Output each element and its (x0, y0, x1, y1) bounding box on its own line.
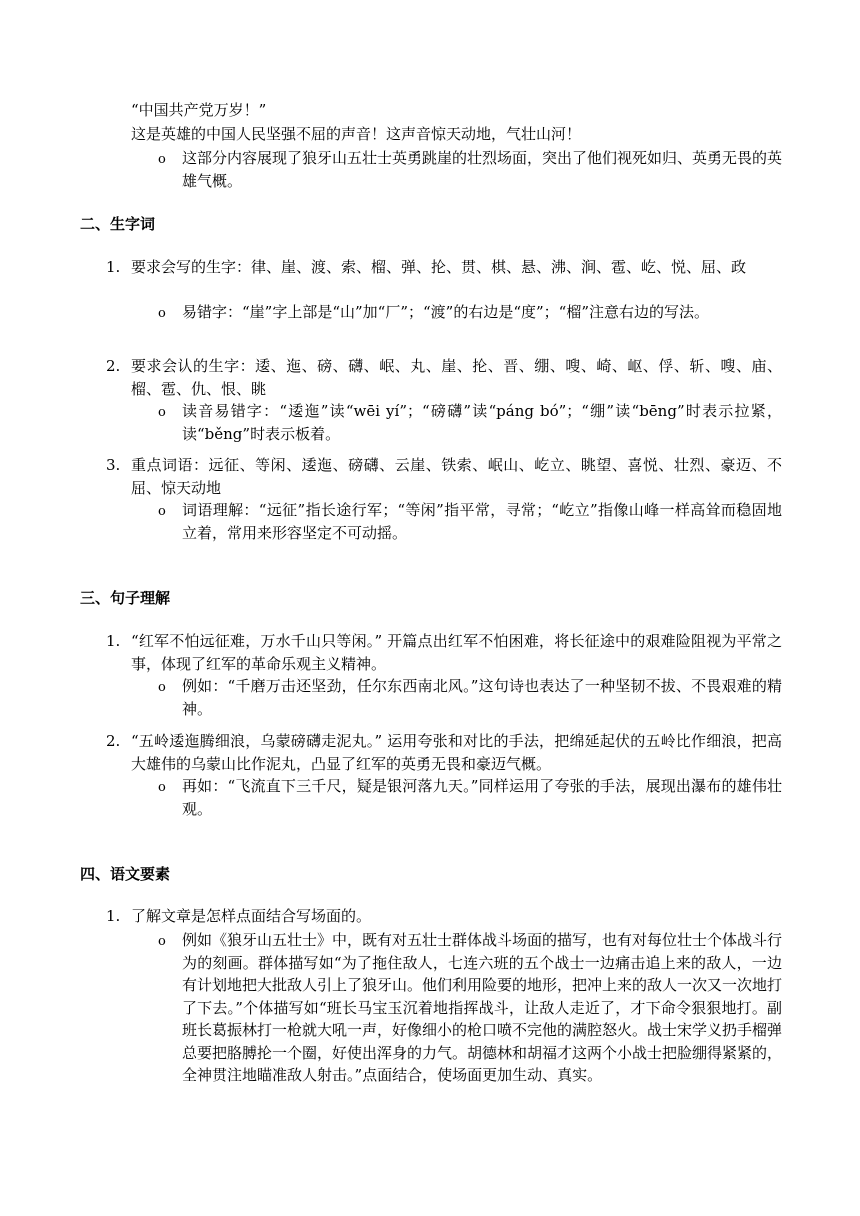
item-sub: 例如《狼牙山五壮士》中，既有对五壮士群体战斗场面的描写，也有对每位壮士个体战斗行为的刻画。群体描写如“为了拖住敌人，七连六班的五个战士一边痛击追上来的敌人，一边有计划地把大批敌人引上了狼牙山。他们利用险要的地形，把冲上来的敌人一次又一次地打了下去。”个体描写如“班长马宝玉沉着地指挥战斗，让敌人走近了，才下命令狠狠地打。副班长葛振林打一枪就大吼一声，好像细小的枪口喷不完他的满腔怒火。战士宋学义扔手榴弹总要把胳膊抡一个圈，好使出浑身的力气。胡德林和胡福才这两个小战士把脸绷得紧紧的，全神贯注地瞄准敌人射击。”点面结合，使场面更加生动、真实。 (182, 931, 783, 1084)
intro-note: 这部分内容展现了狼牙山五壮士英勇跳崖的壮烈场面，突出了他们视死如归、英勇无畏的英雄气概。 (182, 149, 783, 190)
bullet-marker: o (158, 306, 166, 321)
item-sub: 词语理解：“远征”指长途行军；“等闲”指平常，寻常；“屹立”指像山峰一样高耸而稳固地立着，常用来形容坚定不可动摇。 (182, 501, 782, 542)
item-text: “五岭逶迤腾细浪，乌蒙磅礴走泥丸。” 运用夸张和对比的手法，把绵延起伏的五岭比作细浪，把高大雄伟的乌蒙山比作泥丸，凸显了红军的英勇无畏和豪迈气概。 (131, 732, 782, 773)
item-sub: 例如：“千磨万击还坚劲，任尔东西南北风。”这句诗也表达了一种坚韧不拔、不畏艰难的精神。 (182, 677, 782, 718)
bullet-marker: o (158, 780, 166, 795)
item-sub: 读音易错字：“逶迤”读“wēi yí”；“磅礴”读“páng bó”；“绷”读“bēng”时表示拉紧，读“běng”时表示板着。 (182, 402, 782, 443)
intro-quote: “中国共产党万岁！” (131, 101, 267, 119)
item-text: 要求会写的生字：律、崖、渡、索、榴、弹、抡、贯、棋、悬、沸、涧、雹、屹、悦、屈、政 (131, 258, 747, 276)
item-sub: 再如：“飞流直下三千尺，疑是银河落九天。”同样运用了夸张的手法，展现出瀑布的雄伟壮观。 (182, 777, 782, 818)
bullet-marker: o (158, 934, 166, 949)
item-number: 1. (106, 632, 121, 650)
item-text: 了解文章是怎样点面结合写场面的。 (131, 907, 372, 925)
item-text: 重点词语：远征、等闲、逶迤、磅礴、云崖、铁索、岷山、屹立、眺望、喜悦、壮烈、豪迈、不屈、惊天动地 (131, 456, 782, 497)
section-heading: 三、句子理解 (80, 589, 171, 607)
item-number: 2. (106, 357, 121, 375)
item-number: 3. (106, 456, 121, 474)
item-number: 1. (106, 907, 121, 925)
bullet-marker: o (158, 152, 166, 167)
bullet-marker: o (158, 680, 166, 695)
item-text: 要求会认的生字：逶、迤、磅、礴、岷、丸、崖、抡、晋、绷、嗖、崎、岖、俘、斩、嗖、庙、榴、雹、仇、恨、眺 (131, 357, 782, 398)
item-text: “红军不怕远征难，万水千山只等闲。” 开篇点出红军不怕困难，将长征途中的艰难险阻视为平常之事，体现了红军的革命乐观主义精神。 (131, 632, 782, 673)
section-heading: 四、语文要素 (80, 865, 171, 883)
item-number: 2. (106, 732, 121, 750)
item-sub: 易错字：“崖”字上部是“山”加“厂”；“渡”的右边是“度”；“榴”注意右边的写法。 (182, 303, 710, 321)
bullet-marker: o (158, 405, 166, 420)
intro-line: 这是英雄的中国人民坚强不屈的声音！这声音惊天动地，气壮山河！ (131, 125, 582, 143)
section-heading: 二、生字词 (80, 215, 156, 233)
bullet-marker: o (158, 504, 166, 519)
item-number: 1. (106, 258, 121, 276)
